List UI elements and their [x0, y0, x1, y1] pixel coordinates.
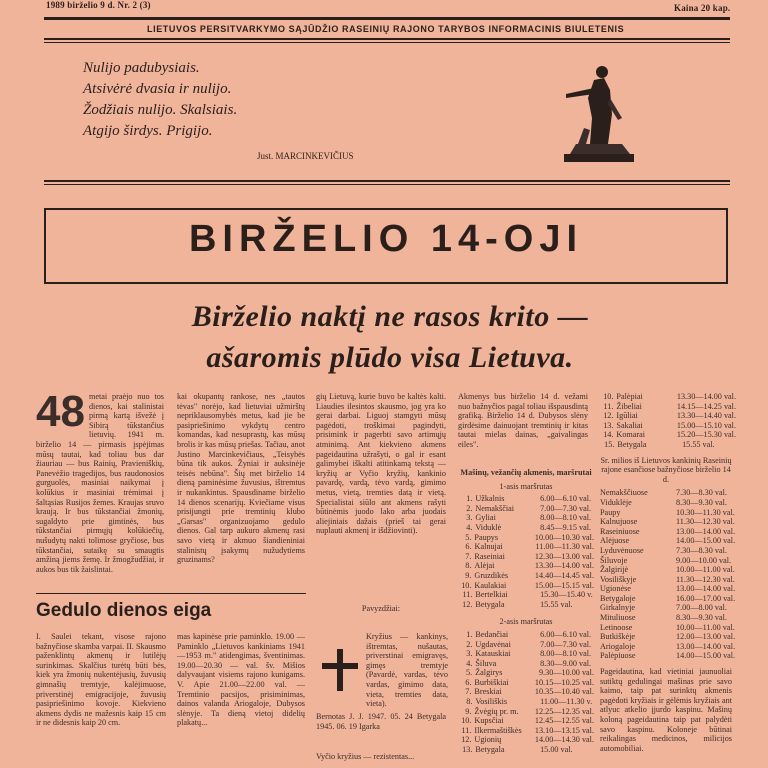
stop-number: 11. [603, 401, 614, 411]
schedule-row [458, 600, 594, 610]
schedule-row [600, 527, 736, 537]
stop-name: Palėpiai [616, 392, 643, 401]
schedule-row [600, 536, 736, 546]
stop-name: Žibeliai [616, 401, 642, 411]
schedule-row [600, 546, 736, 556]
section-title: Gedulo dienos eiga [36, 600, 212, 621]
schedule-row [458, 687, 594, 697]
stop-time: 13.30—14.40 val. [676, 411, 736, 421]
schedule-row [458, 745, 594, 755]
route2-title: 2-asis maršrutas [499, 617, 553, 627]
poem [83, 58, 237, 142]
schedule-row [600, 613, 736, 623]
stop-time: 13.30—14.00 val. [676, 392, 736, 401]
stop-time: 12.00—13.00 val. [676, 632, 736, 642]
stop-time: 15.00—15.15 val. [534, 580, 594, 590]
stop-name: Bertelkiai [475, 590, 508, 600]
stop-name: Žalgirys [475, 668, 503, 678]
stop-number: 5. [465, 532, 472, 542]
schedule-row [600, 651, 736, 661]
schedule-row [458, 640, 594, 650]
poem-line: Žodžiais nulijo. Skalsiais. [83, 102, 238, 118]
stop-time: 6.00—6.10 val. [540, 629, 592, 639]
schedule-row [600, 440, 736, 450]
route2-list [458, 630, 594, 755]
article-text: gių Lietuvą, kurie buvo be kaltės kalti. Liaudies ilesintos skausmo, jog yra ko gerai darbai. Liguoj stamgyti mūsų pagėdoti, troškimai pagindyti, prisimink ir pagerbti savo artimųjų atminimą. Ant kiekvieno akmens pageidautina užrašyti, o gal ir esant galimybei iškalti atitinkamą tekstą — kryžių ar Vyčio kryžių, kankinio pavardę, vardą, tėvo vardą, gimimo metus, vietą, tremties datą ir vietą. Specialistai siūlo ant akmens rašyti būtinėmis juodo lako arba juodais aliejiniais dažais (prieš tai gerai nuplauti akmenį ir išdžiovinti). [316, 392, 446, 536]
stop-number: 11. [461, 725, 472, 735]
stop-number: 7. [465, 551, 472, 561]
article-text: kai okupantų rankose, nes „tautos tėvas" norėjo, kad lietuviai užmirštų nepriklausomybės metus, kad jie be pasipriešinimo vykdytų centro komandas, kad nesuprastų, kas mūsų brolis ir kas mūsų priešas. Tačiau, anot Justino Marcinkevičiaus, „Teisybės būna tik aukos. Žyniai ir auksinėje teisės nebūna". Šių met birželio 14 dieną paminėsime žuvusius, ištremtus ir nukankintus. Spausdiname birželio 14 dienos scenarijų. Kviečiame visus prisijungti prie tremtinių klubo „Garsas" organizuojamo gedulo dienos. Gal tarp aukuro akmenų rasi savo vietą ir akmuo šiandieniniai stalinistų įsakymų nužudytiems gruzinams? [177, 392, 305, 565]
stop-number: 11. [462, 590, 473, 600]
stop-name: Burbiškiai [474, 677, 509, 687]
stop-time: 7.30—8.30 val. [676, 488, 727, 498]
schedule-row [600, 575, 736, 585]
stop-number: 6. [465, 677, 472, 687]
rule [36, 593, 306, 594]
schedule-row [458, 668, 594, 678]
dropcap-number: 48 [36, 387, 85, 436]
closing-text: Pageidautina, kad vietiniai jaunuoliai sutiktų gedulingai mašinas prie savo kaimo, taip pat surinktų akmenis pagėdoti kryžiais ir gėlėmis kryžiais ant atlyuc atkelio įjurdo kaspinu. Mašinų koloną pageidautina taip pat palydėti savo kaspinu. Koloneje būtinai reikalingas medicinos, milicijos automobiliai. [600, 667, 732, 753]
route1-title: 1-asis maršrutas [499, 481, 553, 491]
example-entry: Bernotas J. J. 1947. 05. 24 Betygala 1945. 06. 19 Igarka [316, 712, 446, 731]
stop-time: 7.30—8.30 val. [676, 545, 727, 555]
stop-name: Vosiliškyje [600, 574, 637, 584]
schedule-row [600, 402, 736, 412]
stop-name: Kalnujai [474, 542, 503, 552]
stop-time: 11.30—12.30 val. [676, 517, 735, 527]
schedule-row [458, 697, 594, 707]
stop-number: 7. [465, 687, 472, 697]
stop-number: 10. [603, 392, 614, 401]
stop-time: 12.30—13.00 val. [534, 551, 594, 561]
stop-number: 15. [604, 439, 615, 449]
stop-time: 11.00—11.30 v. [540, 697, 593, 707]
stop-time: 15.00—15.10 val. [676, 420, 736, 430]
stop-name: Butkiškėje [600, 632, 636, 642]
stop-time: 14.00—14.30 val. [534, 735, 594, 745]
stop-name: Breskiai [474, 687, 502, 697]
stop-number: 2. [466, 503, 473, 513]
example-text: Vyčio kryžius — rezistentas... [316, 752, 415, 761]
stop-number: 10. [461, 716, 472, 726]
route-schedule [458, 464, 594, 755]
stop-time: 11.30—12.30 val. [676, 574, 735, 584]
stop-number: 8. [466, 697, 473, 707]
stop-number: 4. [466, 658, 473, 668]
stop-name: Betygala [475, 599, 505, 609]
stop-name: Sakaliai [616, 420, 643, 430]
stop-number: 1. [466, 629, 473, 639]
gedulo-text: I. Saulei tekant, visose rajono bažnyčiose skamba varpai. II. Skausmo paženklintų akmenų ir lutilėjų surinkimas. Skalčius turėtų būti bės, kiek yra žmonių nukentėjusių, žuvusių gimnašių tremtyje, kalėjimuose, priverstinėj emigracijoje, žuvusių pasipriešinimo kovoje. Kiekvieno akmens dydis ne mažesnis kaip 15 cm ir ne didesnis kaip 20 cm. [36, 632, 166, 728]
stop-name: Alėjai [474, 561, 495, 571]
stop-time: 16.00—17.00 val. [676, 593, 736, 603]
stop-time: 7.00—7.30 val. [540, 639, 592, 649]
stop-time: 9.00—10.00 val. [676, 555, 732, 565]
stop-number: 10. [461, 580, 472, 590]
stop-name: Lyduvėnuose [600, 545, 644, 555]
stop-time: 10.35—10.40 val. [534, 687, 594, 697]
article-column-4 [458, 392, 588, 460]
stop-time: 12.25—12.35 val. [534, 706, 594, 716]
stop-name: Kupsčiai [474, 716, 504, 726]
headline-line-2: ašaromis plūdo visa Lietuva. [206, 341, 574, 374]
schedule-row [458, 533, 594, 543]
stop-name: Bedančiai [475, 629, 509, 639]
stop-number: 5. [466, 668, 473, 678]
rule [44, 42, 730, 43]
stop-name: Žvėgių pr. m. [474, 706, 519, 716]
article-text: metai praėjo nuo tos dienos, kai stalinistai pirmą kartą išvežė į Sibirą tūkstančius lietuvių. 1941 m. birželio 14 — pirmasis įspėjimas mūsų tautai, kad toliau bus dar žiauriau — bus Rainių, Pravieniškių, Panevėžio tragedijos, bus raudonosios gurguolės, masiniai naikymai į kolūkius ir masiniai trėmimai į šaltąsias Rusijos žemes. Kraujas sruvo kraują. Ir bus tūkstančiai žmonių, sugaldyto prie gimtinės, bus tūkstančiai pirmųjų kolūkiečių, nušudytų nakti tolimose gryčiose, bus tūkstančiai, sutaikę su smaugtis amžiną jiems žemę. Ir žmogžudžiai, ir aukos bus tik žaislintai. [36, 392, 164, 574]
rule [44, 17, 730, 20]
stop-name: Gyliai [475, 513, 496, 523]
stop-time: 7.00—7.30 val. [540, 503, 592, 513]
statue-illustration [560, 58, 640, 168]
schedule-row [458, 581, 594, 591]
stop-time: 14.40—14.45 val. [534, 570, 594, 580]
schedule-row [600, 498, 736, 508]
gedulo-column-2 [177, 632, 305, 768]
stop-name: Palėpiuose [600, 651, 636, 661]
stop-name: Nemakščiuose [600, 488, 648, 498]
article-column-3 [316, 392, 446, 600]
schedule-row [600, 584, 736, 594]
stop-name: Komarai [616, 430, 646, 440]
poem-author: Just. MARCINKEVIČIUS [257, 151, 354, 161]
stop-time: 10.00—11.00 val. [676, 565, 735, 575]
article-column-2 [177, 392, 305, 588]
stop-number: 1. [466, 494, 473, 504]
route-continued-list [600, 392, 736, 450]
schedule-row [600, 430, 736, 440]
stop-name: Raseiniuose [600, 526, 640, 536]
schedule-row [600, 411, 736, 421]
stop-time: 15.00 val. [540, 745, 573, 755]
stop-name: Užkalnis [475, 494, 505, 504]
stop-name: Paupys [474, 532, 499, 542]
schedule-row [600, 392, 736, 402]
stop-name: Vosiliškis [475, 697, 508, 707]
rule [44, 38, 730, 40]
schedule-row [458, 659, 594, 669]
stop-name: Letinoose [600, 622, 633, 632]
stop-time: 8.30—9.30 val. [676, 613, 727, 623]
schedule-row [458, 494, 594, 504]
schedule-row [458, 735, 594, 745]
schedule-row [600, 594, 736, 604]
stop-number: 14. [603, 430, 614, 440]
stop-name: Kalnujuose [600, 517, 638, 527]
schedule-row [458, 716, 594, 726]
stop-time: 15.55 val. [682, 439, 715, 449]
stop-time: 8.00—8.10 val. [540, 649, 592, 659]
schedule-row [458, 726, 594, 736]
gedulo-column-1 [36, 632, 166, 768]
stop-time: 14.00—15.00 val. [676, 536, 736, 546]
masthead-subtitle: LIETUVOS PERSITVARKYMO SĄJŪDŽIO RASEINIŲ RAJONO TARYBOS INFORMACINIS BIULETENIS [147, 24, 625, 34]
stop-name: Žalgirijė [600, 565, 629, 575]
stop-name: Ugdavėnai [475, 639, 511, 649]
stop-number: 13. [462, 745, 473, 755]
schedule-row [600, 421, 736, 431]
schedule-row [458, 552, 594, 562]
stop-time: 13.10—13.15 val. [534, 725, 594, 735]
schedule-row [458, 707, 594, 717]
stop-number: 13. [603, 420, 614, 430]
stop-name: Viduklė [475, 522, 502, 532]
route1-list [458, 494, 594, 609]
stop-name: Kaulakiai [474, 580, 507, 590]
stop-name: Betygaloje [600, 593, 636, 603]
stop-name: Ugionių [474, 735, 502, 745]
stop-name: Šiluvoje [600, 555, 628, 565]
schedule-row [600, 517, 736, 527]
schedule-row [600, 623, 736, 633]
stop-number: 4. [466, 522, 473, 532]
stop-number: 9. [465, 570, 472, 580]
stop-number: 8. [465, 561, 472, 571]
schedule-row [458, 630, 594, 640]
stop-time: 14.15—14.25 val. [676, 401, 736, 411]
stop-name: Igūliai [616, 411, 638, 421]
stop-name: Mituliuose [600, 613, 636, 623]
stop-number: 12. [461, 735, 472, 745]
stop-name: Gruzdikės [474, 570, 509, 580]
stop-name: Katauskiai [475, 649, 511, 659]
stop-time: 12.45—12.55 val. [534, 716, 594, 726]
right-column [600, 392, 736, 759]
stop-time: 13.00—14.00 val. [676, 526, 736, 536]
schedule-row [600, 565, 736, 575]
schedule-row [600, 556, 736, 566]
stop-time: 8.30—9.00 val. [540, 658, 592, 668]
stop-number: 3. [466, 513, 473, 523]
stop-name: Paupy [600, 507, 621, 517]
stop-name: Ugionėse [600, 584, 631, 594]
stop-name: Ilkermaštiškės [474, 725, 522, 735]
masses-list [600, 488, 736, 661]
schedule-row [458, 504, 594, 514]
issue-date: 1989 birželio 9 d. Nr. 2 (3) [46, 0, 151, 10]
stop-number: 9. [465, 706, 472, 716]
stop-time: 10.15—10.25 val. [534, 677, 594, 687]
stop-time: 9.30—10.00 val. [538, 668, 594, 678]
poem-line: Nulijo padubysiais. [83, 60, 200, 76]
schedule-row [458, 523, 594, 533]
stop-name: Viduklėje [600, 497, 632, 507]
stop-name: Nemakščiai [475, 503, 515, 513]
schedule-row [600, 508, 736, 518]
stop-name: Betygala [617, 439, 647, 449]
gedulo-text: mas kapinėse prie paminklo. 19.00 — Paminklo „Lietuvos kankiniams 1941—1953 m." atidengimas, šventinimas. 19.00—20.30 — val. šv. Mišios dalyvaujant visiems rajono kunigams. V. Apie 21.00—22.00 val. — Tremtinio pacsijos, prisiminimas, dainos valanda Ariogaloje, Dubysos slėnyje. Ta dieną vietoj didelių plakatų... [177, 632, 305, 728]
schedule-row [458, 678, 594, 688]
rule [44, 184, 730, 185]
stop-time: 13.00—14.00 val. [676, 584, 736, 594]
article-column-1 [36, 387, 164, 588]
schedule-row [458, 571, 594, 581]
stop-time: 8.00—8.10 val. [540, 513, 592, 523]
stop-time: 10.00—10.30 val. [534, 532, 594, 542]
stop-time: 6.00—6.10 val. [540, 494, 592, 504]
examples-label: Pavyzdžiai: [361, 604, 401, 613]
stop-number: 12. [603, 411, 614, 421]
stop-time: 14.00—15.00 val. [676, 651, 736, 661]
stop-time: 10.30—11.30 val. [676, 507, 735, 517]
cross-icon [318, 647, 362, 693]
stop-time: 13.30—14.00 val. [534, 561, 594, 571]
stop-name: Girkalnyje [600, 603, 636, 613]
stop-time: 15.20—15.30 val. [676, 430, 736, 440]
schedule-heading: Mašinų, vežančių akmenis, maršrutai [460, 468, 592, 477]
poem-line: Atgijo širdys. Prigijo. [83, 123, 213, 139]
stop-time: 13.00—14.00 val. [676, 641, 736, 651]
schedule-row [600, 603, 736, 613]
stop-time: 15.55 val. [540, 599, 573, 609]
stop-time: 8.30—9.30 val. [676, 497, 727, 507]
schedule-row [600, 488, 736, 498]
stop-name: Betygala [475, 745, 505, 755]
schedule-row [458, 513, 594, 523]
example-text: Kryžius — kankinys, ištremtas, nušautas, priverstinai emigravęs, gimęs tremtyje (Pavardė, vardas, tėvo vardas, gimimo data, vieta, tremties data, vieta). [366, 632, 448, 709]
schedule-row [600, 632, 736, 642]
price: Kaina 20 kap. [674, 3, 731, 13]
article-text: Akmenys bus birželio 14 d. vežami nuo bažnyčios pagal toliau išspausdintą grafiką. Birželio 14 d. Dubysos slėny girdėsime dainuojant tremtinių ir kitas tautai mielas dainas, „gaivalingas eiles". [458, 392, 588, 449]
schedule-row [458, 561, 594, 571]
stop-time: 11.00—11.30 val. [535, 542, 594, 552]
stop-number: 3. [466, 649, 473, 659]
stop-time: 7.00—8.00 val. [676, 603, 727, 613]
stop-name: Raseiniai [474, 551, 505, 561]
poem-line: Atsivėrė dvasia ir nulijo. [83, 81, 232, 97]
stop-time: 8.45—9.15 val. [540, 522, 592, 532]
schedule-row [458, 590, 594, 600]
stop-name: Ariogaloje [600, 641, 636, 651]
schedule-row [458, 649, 594, 659]
schedule-row [458, 542, 594, 552]
stop-name: Šiluva [475, 658, 497, 668]
banner-title: BIRŽELIO 14-OJI [188, 218, 584, 260]
stop-number: 2. [466, 639, 473, 649]
stop-number: 12. [462, 599, 473, 609]
stop-name: Alėjuose [600, 536, 630, 546]
schedule-row [600, 642, 736, 652]
stop-number: 6. [465, 542, 472, 552]
rule [44, 180, 730, 182]
stop-time: 10.00—11.00 val. [676, 622, 735, 632]
masses-note: Sr. milios iš Lietuvos kankinių Raseinių rajone esančiose bažnyčiose birželio 14 d. [600, 455, 732, 484]
headline-line-1: Birželio naktį ne rasos krito — [191, 300, 589, 333]
stop-time: 15.30—15.40 v. [540, 590, 593, 600]
